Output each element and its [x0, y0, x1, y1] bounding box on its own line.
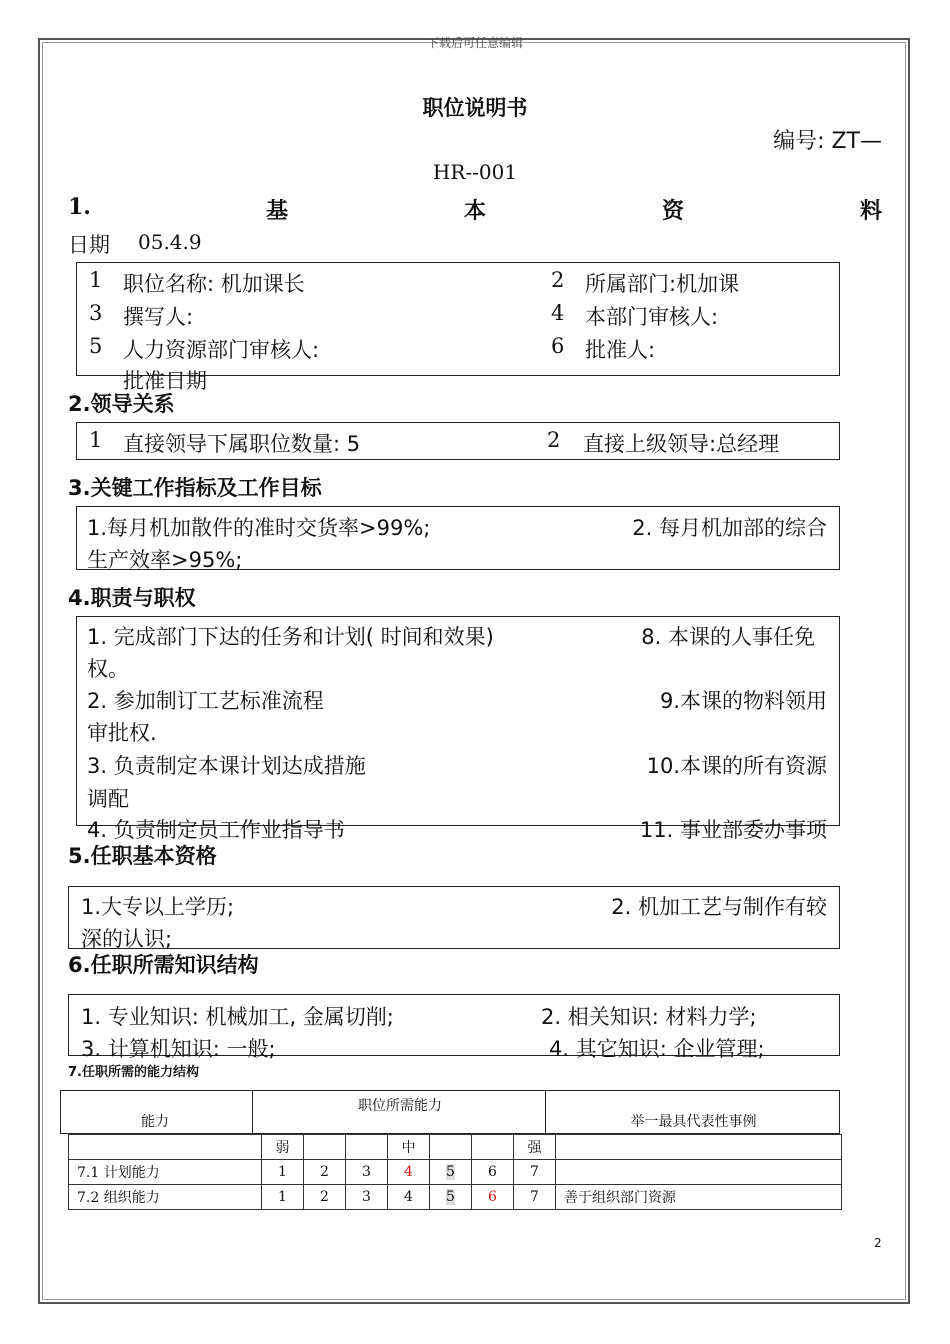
ability-name: 7.2 组织能力 — [69, 1185, 262, 1210]
kpi-2: 2. 每月机加部的综合 — [632, 516, 827, 540]
level-cell: 6 — [472, 1160, 514, 1185]
authority-right: 10.本课的所有资源 — [646, 754, 827, 778]
authority-cont: 调配 — [87, 787, 129, 811]
item-number: 1 — [89, 428, 103, 452]
duty-left: 3. 负责制定本课计划达成措施 — [87, 754, 366, 778]
leadership-box — [76, 422, 840, 460]
direct-superior: 直接上级领导:总经理 — [583, 432, 780, 456]
section1-char: 本 — [464, 199, 487, 224]
authority-right: 9.本课的物料领用 — [659, 689, 827, 713]
empty-cell — [472, 1135, 514, 1160]
ability-name: 7.1 计划能力 — [69, 1160, 262, 1185]
qualification-1: 1.大专以上学历; — [81, 895, 235, 919]
level-cell — [430, 1185, 472, 1210]
level-cell: 1 — [262, 1160, 304, 1185]
item-number: 2 — [551, 268, 565, 292]
empty-cell — [304, 1135, 346, 1160]
level-value: 5 — [446, 1189, 455, 1205]
basic-info-box — [76, 262, 840, 393]
document-code-value: HR--001 — [432, 160, 518, 184]
section2-title: 2.领导关系 — [68, 392, 175, 416]
level-cell: 2 — [304, 1160, 346, 1185]
section1-char: 料 — [860, 199, 883, 224]
item-number: 2 — [547, 428, 561, 452]
subordinate-count: 直接领导下属职位数量: 5 — [123, 432, 361, 456]
item-number: 5 — [89, 334, 103, 358]
empty-cell — [346, 1135, 388, 1160]
section4-title: 4.职责与职权 — [68, 586, 196, 610]
level-cell-selected: 6 — [472, 1185, 514, 1210]
ability-row — [69, 1160, 842, 1185]
authority-cont: 权。 — [87, 657, 129, 681]
ability-row — [69, 1185, 842, 1210]
qualification-2-cont: 深的认识; — [81, 927, 173, 951]
authority-right: 8. 本课的人事任免 — [641, 625, 815, 649]
knowledge-1: 1. 专业知识: 机械加工, 金属切削; — [81, 1005, 394, 1029]
authority-right-clipped: 11. 事业部委办事项 — [639, 818, 827, 842]
empty-cell — [556, 1135, 842, 1160]
page-title: 职位说明书 — [422, 96, 528, 120]
section6-title: 6.任职所需知识结构 — [68, 953, 259, 977]
item-number: 3 — [89, 301, 103, 325]
knowledge-4: 4. 其它知识: 企业管理; — [549, 1037, 765, 1061]
duty-left: 2. 参加制订工艺标准流程 — [87, 689, 324, 713]
level-value: 5 — [446, 1164, 455, 1180]
ability-header-required: 职位所需能力 — [252, 1090, 546, 1134]
level-cell: 2 — [304, 1185, 346, 1210]
empty-cell — [69, 1135, 262, 1160]
department: 所属部门:机加课 — [585, 272, 740, 296]
writer: 撰写人: — [123, 305, 194, 329]
date-value: 05.4.9 — [138, 230, 202, 254]
section5-title: 5.任职基本资格 — [68, 844, 217, 868]
example-cell: 善于组织部门资源 — [556, 1185, 842, 1210]
header-note: 下载后可任意编辑 — [426, 36, 523, 50]
example-cell — [556, 1160, 842, 1185]
level-cell-selected: 4 — [388, 1160, 430, 1185]
kpi-1: 1.每月机加散件的准时交货率>99%; — [87, 516, 431, 540]
item-number: 4 — [551, 301, 565, 325]
authority-cont: 审批权. — [87, 721, 157, 745]
level-cell: 7 — [514, 1160, 556, 1185]
hr-reviewer: 人力资源部门审核人: — [123, 338, 320, 362]
dept-reviewer: 本部门审核人: — [585, 305, 719, 329]
level-cell: 1 — [262, 1185, 304, 1210]
ability-table — [68, 1134, 842, 1210]
level-cell: 3 — [346, 1160, 388, 1185]
empty-cell — [430, 1135, 472, 1160]
knowledge-box — [68, 994, 840, 1061]
duty-left-clipped: 4. 负责制定员工作业指导书 — [87, 818, 345, 842]
document-code-label: 编号: ZT— — [773, 129, 882, 154]
knowledge-2: 2. 相关知识: 材料力学; — [541, 1005, 757, 1029]
section1-char: 资 — [662, 199, 685, 224]
qualification-box — [68, 886, 840, 949]
level-cell: 7 — [514, 1185, 556, 1210]
duties-box — [76, 616, 840, 842]
approver: 批准人: — [585, 338, 656, 362]
date-label: 日期 — [68, 233, 110, 257]
kpi-box — [76, 506, 840, 570]
scale-weak: 弱 — [262, 1135, 304, 1160]
approval-date-clipped: 批准日期 — [123, 369, 207, 393]
section1-number: 1. — [68, 194, 91, 220]
duty-left: 1. 完成部门下达的任务和计划( 时间和效果) — [87, 625, 494, 649]
qualification-2: 2. 机加工艺与制作有较 — [611, 895, 827, 919]
page-number: 2 — [874, 1236, 882, 1250]
item-number: 1 — [89, 268, 103, 292]
ability-header-example: 举一最具代表性事例 — [545, 1090, 840, 1134]
section7-title: 7.任职所需的能力结构 — [68, 1065, 199, 1080]
level-cell: 4 — [388, 1185, 430, 1210]
scale-strong: 强 — [514, 1135, 556, 1160]
level-cell: 3 — [346, 1185, 388, 1210]
scale-mid: 中 — [388, 1135, 430, 1160]
knowledge-3: 3. 计算机知识: 一般; — [81, 1037, 276, 1061]
ability-scale-row — [69, 1135, 842, 1160]
position-name: 职位名称: 机加课长 — [123, 272, 305, 296]
section3-title: 3.关键工作指标及工作目标 — [68, 476, 322, 500]
level-cell — [430, 1160, 472, 1185]
kpi-2-cont: 生产效率>95%; — [87, 548, 243, 572]
ability-header-ability: 能力 — [60, 1090, 253, 1134]
section1-char: 基 — [266, 199, 289, 224]
item-number: 6 — [551, 334, 565, 358]
